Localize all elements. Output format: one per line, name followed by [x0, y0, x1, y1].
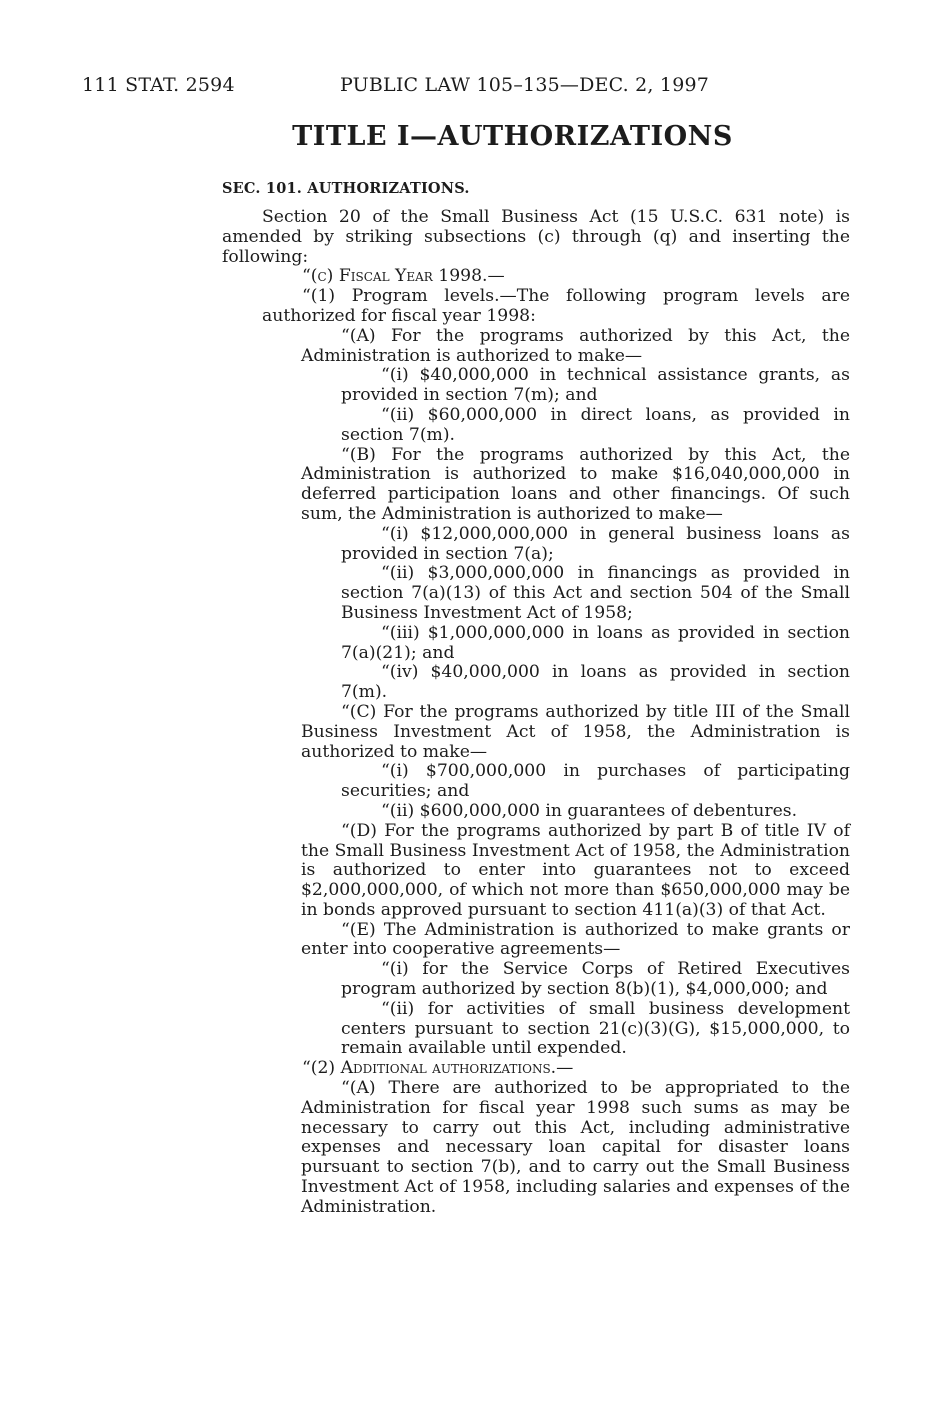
subparagraph-a: “(A) For the programs authorized by this Act, the Administration is authorized to make— [301, 325, 850, 366]
clause-e-ii: “(ii) for activities of small business development centers pursuant to section 21(c)(3)(G), $15,000,000, to remain available until expended. [341, 998, 850, 1059]
statute-citation: 111 STAT. 2594 [82, 74, 235, 96]
subparagraph-b: “(B) For the programs authorized by this Act, the Administration is authorized to make $16,040,000,000 in deferred participation loans and other financings. Of such sum, the Administration is authorized to make— [301, 444, 850, 524]
clause-a-ii: “(ii) $60,000,000 in direct loans, as provided in section 7(m). [341, 404, 850, 445]
clause-b-iii: “(iii) $1,000,000,000 in loans as provided in section 7(a)(21); and [341, 622, 850, 663]
clause-b-iv: “(iv) $40,000,000 in loans as provided in section 7(m). [341, 662, 850, 703]
paragraph-1-program-levels: “(1) Program levels.—The following program levels are authorized for fiscal year 1998: [262, 286, 850, 326]
subparagraph-2-a: “(A) There are authorized to be appropriated to the Administration for fiscal year 1998 such sums as may be necessary to carry out this Act, including administrative expenses and necessary loan capital for disaster loans pursuant to section 7(b), and to carry out the Small Business Investment Act of 1958, including salaries and expenses of the Administration. [301, 1078, 850, 1217]
section-heading: SEC. 101. AUTHORIZATIONS. [222, 180, 470, 197]
clause-a-i: “(i) $40,000,000 in technical assistance grants, as provided in section 7(m); and [341, 365, 850, 406]
section-body [0, 208, 945, 1218]
running-header: PUBLIC LAW 105–135—DEC. 2, 1997 [340, 74, 710, 96]
title-heading: TITLE I—AUTHORIZATIONS [292, 121, 733, 152]
clause-b-ii: “(ii) $3,000,000,000 in financings as provided in section 7(a)(13) of this Act and section 504 of the Small Business Investment Act of 1958; [341, 563, 850, 623]
paragraph-2-heading: “(2) Additional authorizations.— [302, 1058, 574, 1079]
clause-c-ii: “(ii) $600,000,000 in guarantees of debentures. [381, 800, 798, 821]
subparagraph-c: “(C) For the programs authorized by title III of the Small Business Investment Act of 1958, the Administration is authorized to make— [301, 701, 850, 762]
clause-b-i: “(i) $12,000,000,000 in general business loans as provided in section 7(a); [341, 523, 850, 564]
clause-c-i: “(i) $700,000,000 in purchases of participating securities; and [341, 761, 850, 802]
section-intro-paragraph: Section 20 of the Small Business Act (15 U.S.C. 631 note) is amended by striking subsections (c) through (q) and inserting the following: [222, 207, 850, 267]
clause-e-i: “(i) for the Service Corps of Retired Executives program authorized by section 8(b)(1), $4,000,000; and [341, 959, 850, 1000]
subparagraph-e: “(E) The Administration is authorized to make grants or enter into cooperative agreements— [301, 919, 850, 960]
subparagraph-d: “(D) For the programs authorized by part B of title IV of the Small Business Investment Act of 1958, the Administration is authorized to enter into guarantees not to exceed $2,000,000,000, of which not more than $650,000,000 may be in bonds approved pursuant to section 411(a)(3) of that Act. [301, 820, 850, 920]
subsection-c-heading: “(c) Fiscal Year 1998.— [302, 266, 505, 287]
